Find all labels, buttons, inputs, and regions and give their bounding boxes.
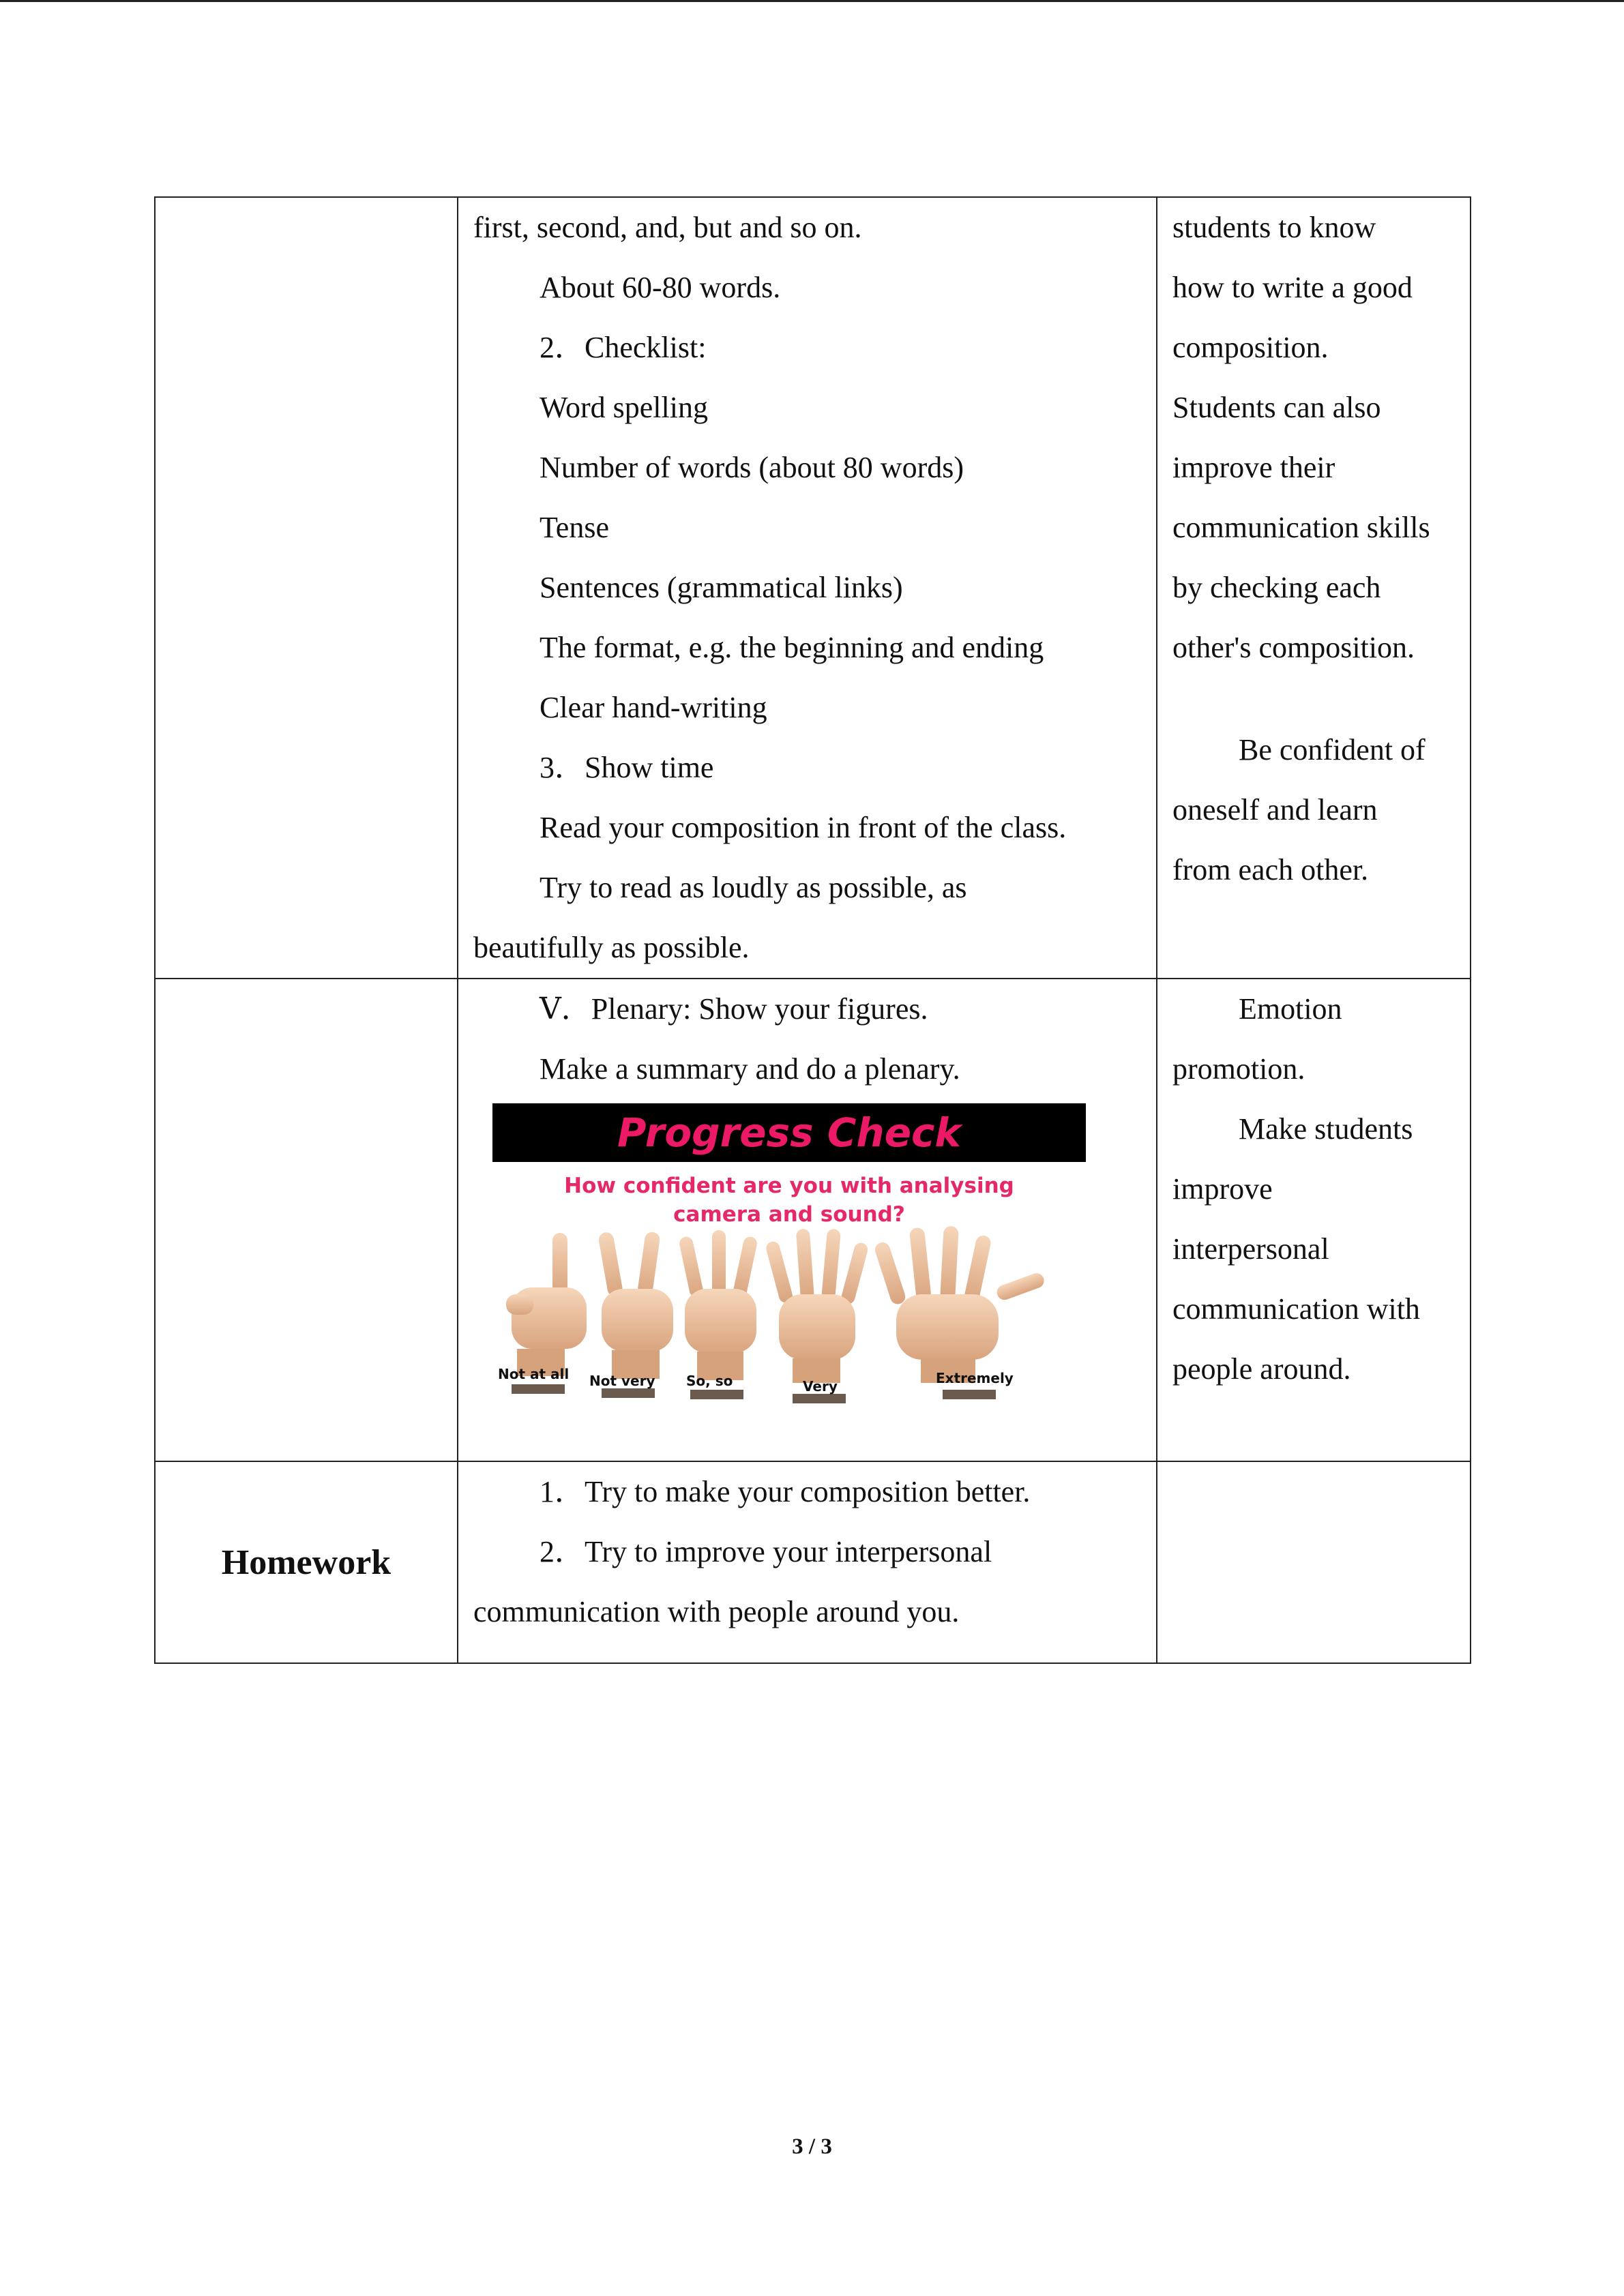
progress-check-image [492, 1103, 1086, 1403]
text-line: About 60-80 words. [540, 271, 781, 304]
purpose-line: Make students [1239, 1112, 1413, 1146]
progress-check-question [492, 1172, 1086, 1229]
checklist-item: Tense [540, 511, 609, 544]
purpose-line: other's composition. [1172, 631, 1415, 664]
checklist-item: Number of words (about 80 words) [540, 451, 964, 484]
text-line: beautifully as possible. [473, 931, 750, 964]
progress-check-banner [492, 1103, 1086, 1162]
table-row-homework [155, 1461, 1471, 1663]
purpose-line: people around. [1172, 1352, 1351, 1386]
hand-label-not-very: Not very [589, 1373, 655, 1389]
hand-label-not-at-all: Not at all [498, 1366, 570, 1382]
purpose-line: promotion. [1172, 1052, 1305, 1086]
hand-label-so-so: So, so [686, 1373, 733, 1389]
purpose-line: from each other. [1172, 853, 1369, 886]
purpose-line: oneself and learn [1172, 793, 1378, 826]
text-line: Try to read as loudly as possible, as [540, 871, 967, 904]
top-border-line [0, 0, 1624, 2]
purpose-line: communication skills [1172, 511, 1430, 544]
purpose-line: communication with [1172, 1292, 1420, 1326]
show-time-heading: 3．Show time [540, 751, 714, 784]
homework-item: 1．Try to make your composition better. [540, 1475, 1031, 1508]
activity-cell [458, 197, 1157, 979]
table-row-writing [155, 197, 1471, 979]
purpose-line: by checking each [1172, 571, 1381, 604]
text-line: Make a summary and do a plenary. [540, 1052, 960, 1086]
homework-cell [458, 1461, 1157, 1663]
purpose-line: improve [1172, 1172, 1273, 1206]
homework-item: 2．Try to improve your interpersonal [540, 1535, 992, 1568]
purpose-cell [1157, 979, 1471, 1461]
stage-cell-empty [155, 979, 458, 1461]
purpose-line: interpersonal [1172, 1232, 1329, 1266]
checklist-item: Word spelling [540, 391, 708, 424]
homework-label: Homework [155, 1461, 458, 1663]
text-line: Read your composition in front of the class. [540, 811, 1067, 844]
purpose-line: composition. [1172, 331, 1329, 364]
hand-four-fingers-icon [765, 1229, 869, 1403]
blank-gap [1172, 678, 1455, 720]
checklist-item: Sentences (grammatical links) [540, 571, 903, 604]
checklist-item: The format, e.g. the beginning and ending [540, 631, 1044, 664]
page-number: 3 / 3 [792, 2134, 832, 2159]
purpose-cell [1157, 197, 1471, 979]
purpose-cell-empty [1157, 1461, 1471, 1663]
checklist-item: Clear hand-writing [540, 691, 767, 724]
purpose-line: improve their [1172, 451, 1335, 484]
purpose-line: Be confident of [1239, 733, 1426, 766]
checklist-heading: 2．Checklist: [540, 331, 707, 364]
activity-cell [458, 979, 1157, 1461]
hand-label-extremely: Extremely [936, 1370, 1014, 1386]
progress-check-title: Progress Check [617, 1109, 962, 1156]
purpose-line: students to know [1172, 211, 1376, 244]
text-line: first, second, and, but and so on. [473, 211, 862, 244]
question-line: camera and sound? [673, 1202, 905, 1227]
homework-item: communication with people around you. [473, 1595, 960, 1628]
question-line: How confident are you with analysing [564, 1174, 1014, 1198]
hands-illustration [492, 1226, 1086, 1403]
purpose-line: Students can also [1172, 391, 1381, 424]
purpose-line: how to write a good [1172, 271, 1413, 304]
lesson-plan-table [154, 196, 1471, 1664]
table-row-plenary [155, 979, 1471, 1461]
hand-label-very: Very [803, 1378, 838, 1395]
stage-cell-empty [155, 197, 458, 979]
purpose-line: Emotion [1239, 992, 1342, 1026]
plenary-heading: Ⅴ．Plenary: Show your figures. [540, 992, 928, 1026]
